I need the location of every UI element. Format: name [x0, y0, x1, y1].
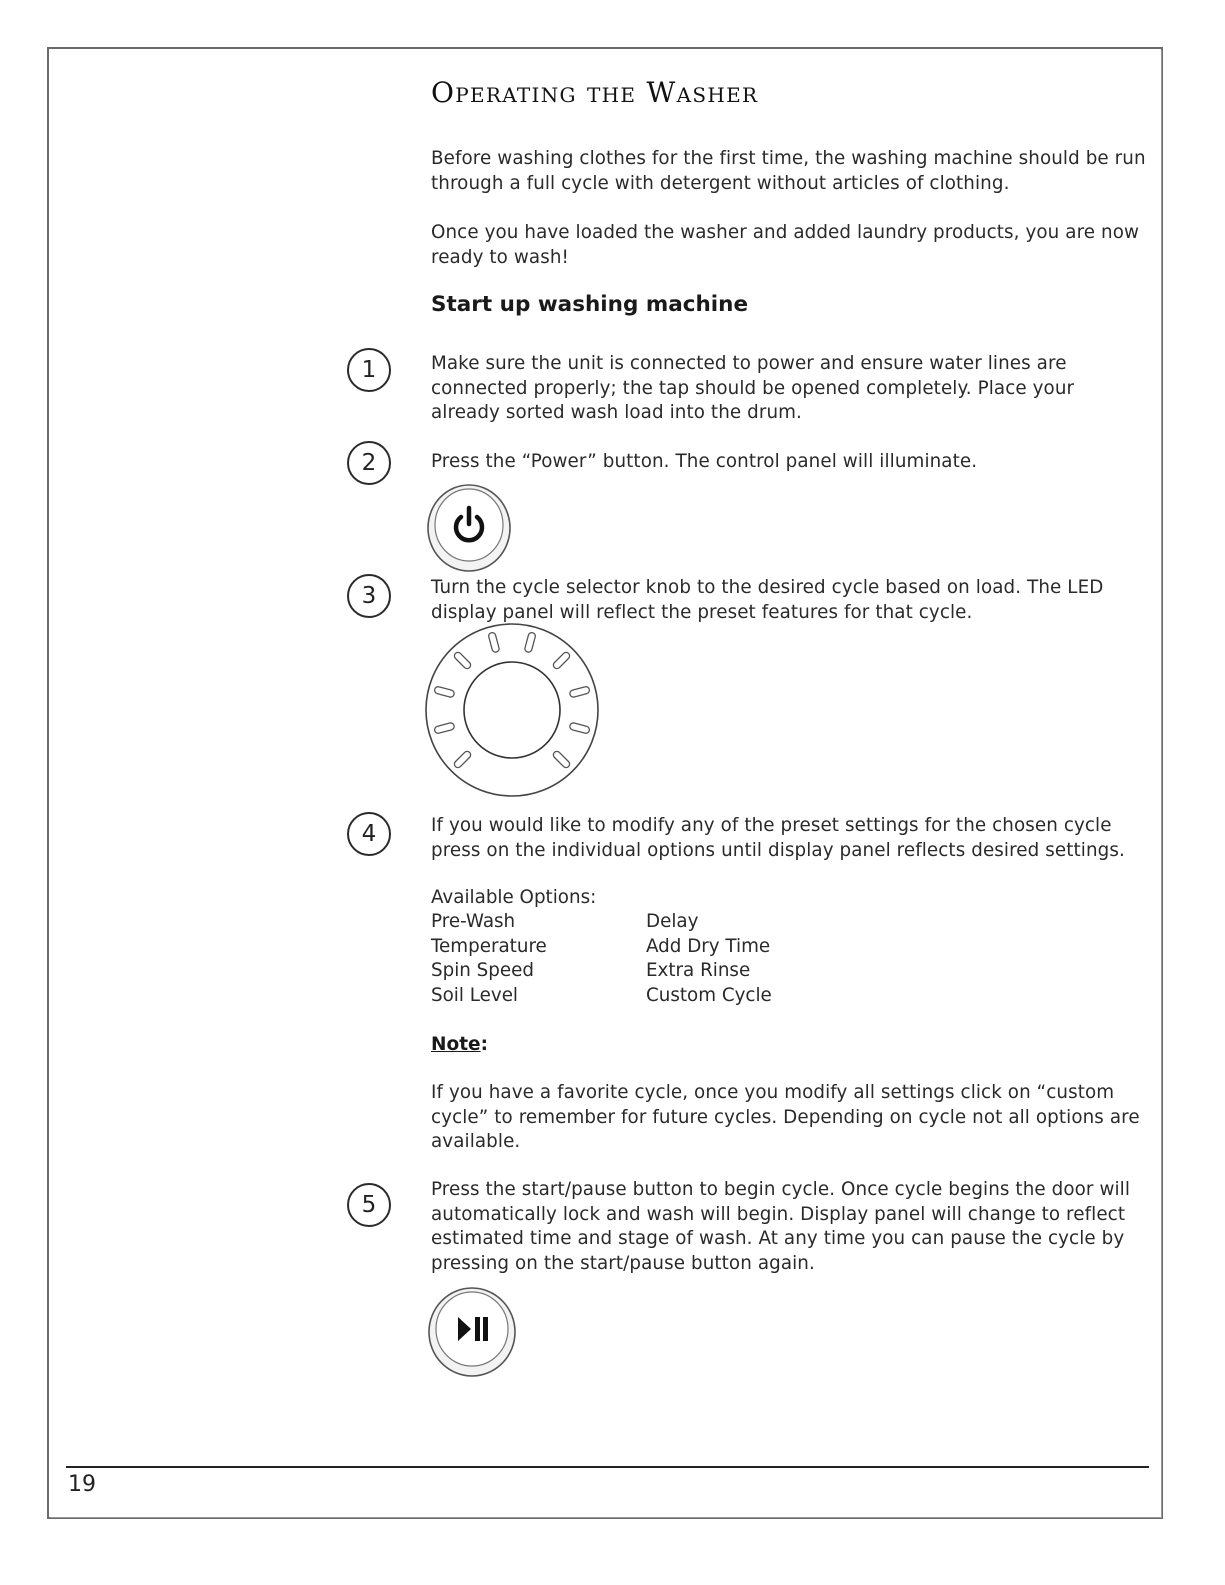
- option-item: Custom Cycle: [646, 985, 772, 1006]
- option-item: Delay: [646, 911, 699, 932]
- note-label-colon: :: [480, 1034, 488, 1055]
- step-3-text: Turn the cycle selector knob to the desired cycle based on load. The LED display panel will reflect the preset features for that cycle.: [431, 577, 1104, 623]
- step-number-label: 2: [361, 450, 377, 476]
- option-item: Soil Level: [431, 985, 519, 1006]
- step-number-label: 5: [361, 1192, 377, 1218]
- step-5-text: Press the start/pause button to begin cycle. Once cycle begins the door will automatically lock and wash will begin. Display panel will change to reflect estimated time and stage of wash. At any time you can pause the cycle by pressing on the start/pause button again.: [431, 1179, 1131, 1274]
- step-4-number-icon: [347, 812, 391, 856]
- page-number: 19: [68, 1472, 96, 1497]
- option-item: Extra Rinse: [646, 960, 751, 981]
- note-label: [431, 1034, 488, 1055]
- step-4-text: If you would like to modify any of the preset settings for the chosen cycle press on the individual options until display panel reflects desired settings.: [431, 815, 1125, 861]
- option-item: Spin Speed: [431, 960, 534, 981]
- page-title: Operating the Washer: [431, 76, 759, 109]
- start-pause-button-icon: [425, 1280, 521, 1384]
- step-2-text: Press the “Power” button. The control panel will illuminate.: [431, 451, 978, 472]
- option-item: Add Dry Time: [646, 936, 771, 957]
- intro-paragraph-2: Once you have loaded the washer and added laundry products, you are now ready to wash!: [431, 222, 1140, 268]
- step-number-label: 1: [361, 357, 377, 383]
- step-number-label: 4: [361, 821, 377, 847]
- footer-divider: [66, 1466, 1149, 1468]
- note-text: If you have a favorite cycle, once you modify all settings click on “custom cycle” to remember for future cycles. Depending on cycle not all options are available.: [431, 1082, 1140, 1152]
- option-item: Temperature: [431, 936, 547, 957]
- step-2-number-icon: [347, 441, 391, 485]
- option-item: Pre-Wash: [431, 911, 516, 932]
- step-5-number-icon: [347, 1183, 391, 1227]
- page-border-shadow: [50, 50, 1162, 1518]
- note-label-text: Note: [431, 1034, 481, 1055]
- power-button-icon: [425, 478, 515, 578]
- intro-paragraph-1: Before washing clothes for the first time, the washing machine should be run through a full cycle with detergent without articles of clothing.: [431, 148, 1146, 194]
- step-1-text: Make sure the unit is connected to power and ensure water lines are connected properly; the tap should be opened completely. Place your already sorted wash load into the drum.: [431, 353, 1075, 423]
- cycle-selector-knob-icon: [422, 620, 602, 804]
- step-1-number-icon: [347, 348, 391, 392]
- options-label: Available Options:: [431, 887, 597, 908]
- step-number-label: 3: [361, 583, 377, 609]
- step-3-number-icon: [347, 574, 391, 618]
- section-heading: Start up washing machine: [431, 292, 749, 317]
